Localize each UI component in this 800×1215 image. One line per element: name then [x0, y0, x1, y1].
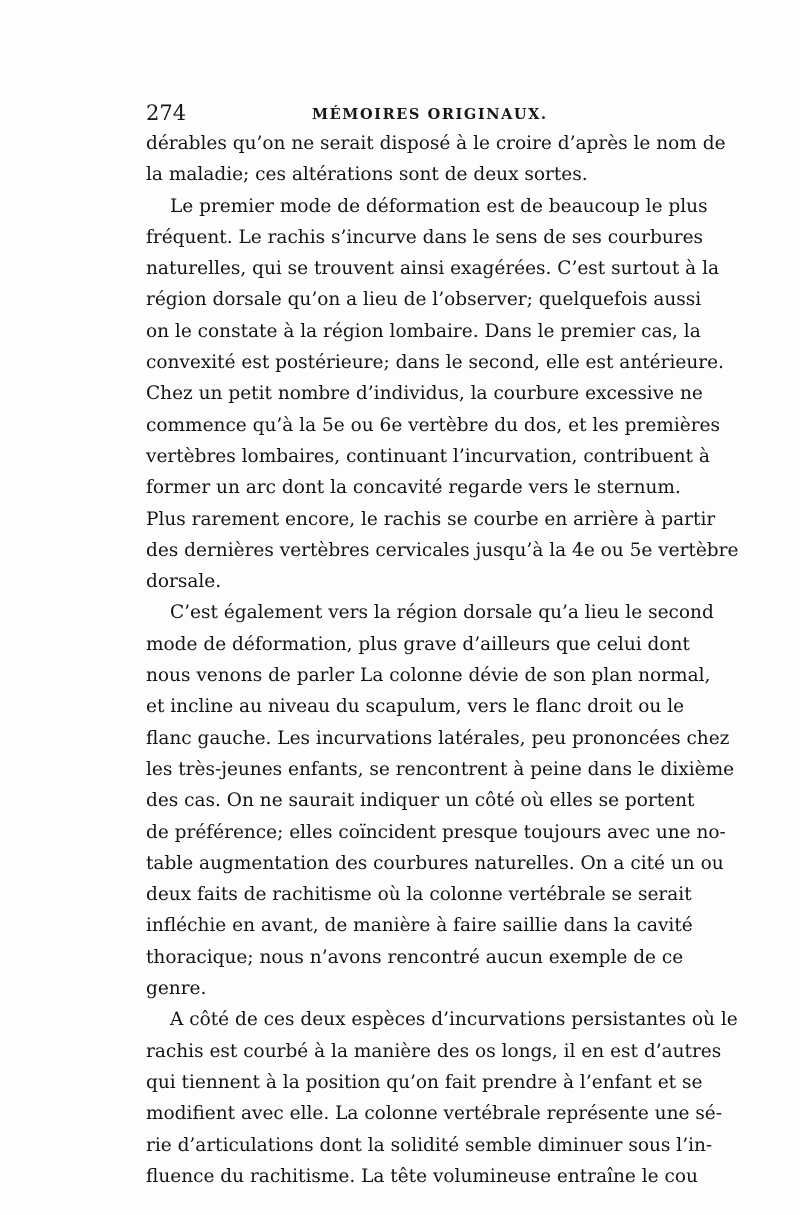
text-line: Chez un petit nombre d’individus, la courbure excessive ne	[146, 383, 703, 405]
text-line: deux faits de rachitisme où la colonne vertébrale se serait	[146, 884, 692, 906]
text-line: modifient avec elle. La colonne vertébrale représente une sé-	[146, 1103, 723, 1125]
running-head	[146, 98, 668, 128]
text-line: flanc gauche. Les incurvations latérales, peu prononcées chez	[146, 727, 730, 749]
text-line: de préférence; elles coïncident presque toujours avec une no-	[146, 821, 726, 843]
text-line: fluence du rachitisme. La tête volumineuse entraîne le cou	[146, 1165, 698, 1187]
text-line: table augmentation des courbures naturelles. On a cité un ou	[146, 852, 724, 874]
text-line: qui tiennent à la position qu’on fait prendre à l’enfant et se	[146, 1071, 703, 1093]
text-line: région dorsale qu’on a lieu de l’observer; quelquefois aussi	[146, 289, 702, 311]
text-line: former un arc dont la concavité regarde vers le sternum.	[146, 477, 681, 499]
text-line: Plus rarement encore, le rachis se courbe en arrière à partir	[146, 508, 716, 530]
text-line: rie d’articulations dont la solidité semble diminuer sous l’in-	[146, 1134, 713, 1156]
page-number: 274	[146, 101, 187, 125]
text-line: naturelles, qui se trouvent ainsi exagérées. C’est surtout à la	[146, 258, 720, 280]
text-line: les très-jeunes enfants, se rencontrent à peine dans le dixième	[146, 758, 735, 780]
text-line: des cas. On ne saurait indiquer un côté où elles se portent	[146, 790, 695, 812]
text-line: rachis est courbé à la manière des os longs, il en est d’autres	[146, 1040, 722, 1062]
text-line: nous venons de parler La colonne dévie de son plan normal,	[146, 665, 711, 687]
text-line: dérables qu’on ne serait disposé à le croire d’après le nom de	[146, 133, 726, 154]
text-line: dorsale.	[146, 571, 222, 593]
text-line: Le premier mode de déformation est de beaucoup le plus	[170, 195, 708, 217]
text-line: mode de déformation, plus grave d’ailleurs que celui dont	[146, 633, 690, 655]
text-line: thoracique; nous n’avons rencontré aucun exemple de ce	[146, 946, 684, 968]
body-text	[146, 128, 739, 1192]
text-line: genre.	[146, 978, 207, 1000]
text-line: des dernières vertèbres cervicales jusqu’à la 4e ou 5e vertèbre	[146, 539, 739, 561]
text-line: C’est également vers la région dorsale qu’a lieu le second	[170, 602, 714, 624]
text-line: on le constate à la région lombaire. Dans le premier cas, la	[146, 320, 701, 342]
text-line: commence qu’à la 5e ou 6e vertèbre du dos, et les premières	[146, 414, 720, 436]
text-line: convexité est postérieure; dans le second, elle est antérieure.	[146, 352, 724, 374]
text-line: et incline au niveau du scapulum, vers le flanc droit ou le	[146, 696, 685, 718]
text-line: la maladie; ces altérations sont de deux sortes.	[146, 164, 588, 186]
text-line: infléchie en avant, de manière à faire saillie dans la cavité	[146, 915, 693, 937]
text-line: vertèbres lombaires, continuant l’incurvation, contribuent à	[146, 445, 710, 467]
running-title: MÉMOIRES ORIGINAUX.	[312, 106, 548, 123]
text-line: fréquent. Le rachis s’incurve dans le sens de ses courbures	[146, 226, 704, 248]
text-line: A côté de ces deux espèces d’incurvations persistantes où le	[170, 1009, 738, 1031]
